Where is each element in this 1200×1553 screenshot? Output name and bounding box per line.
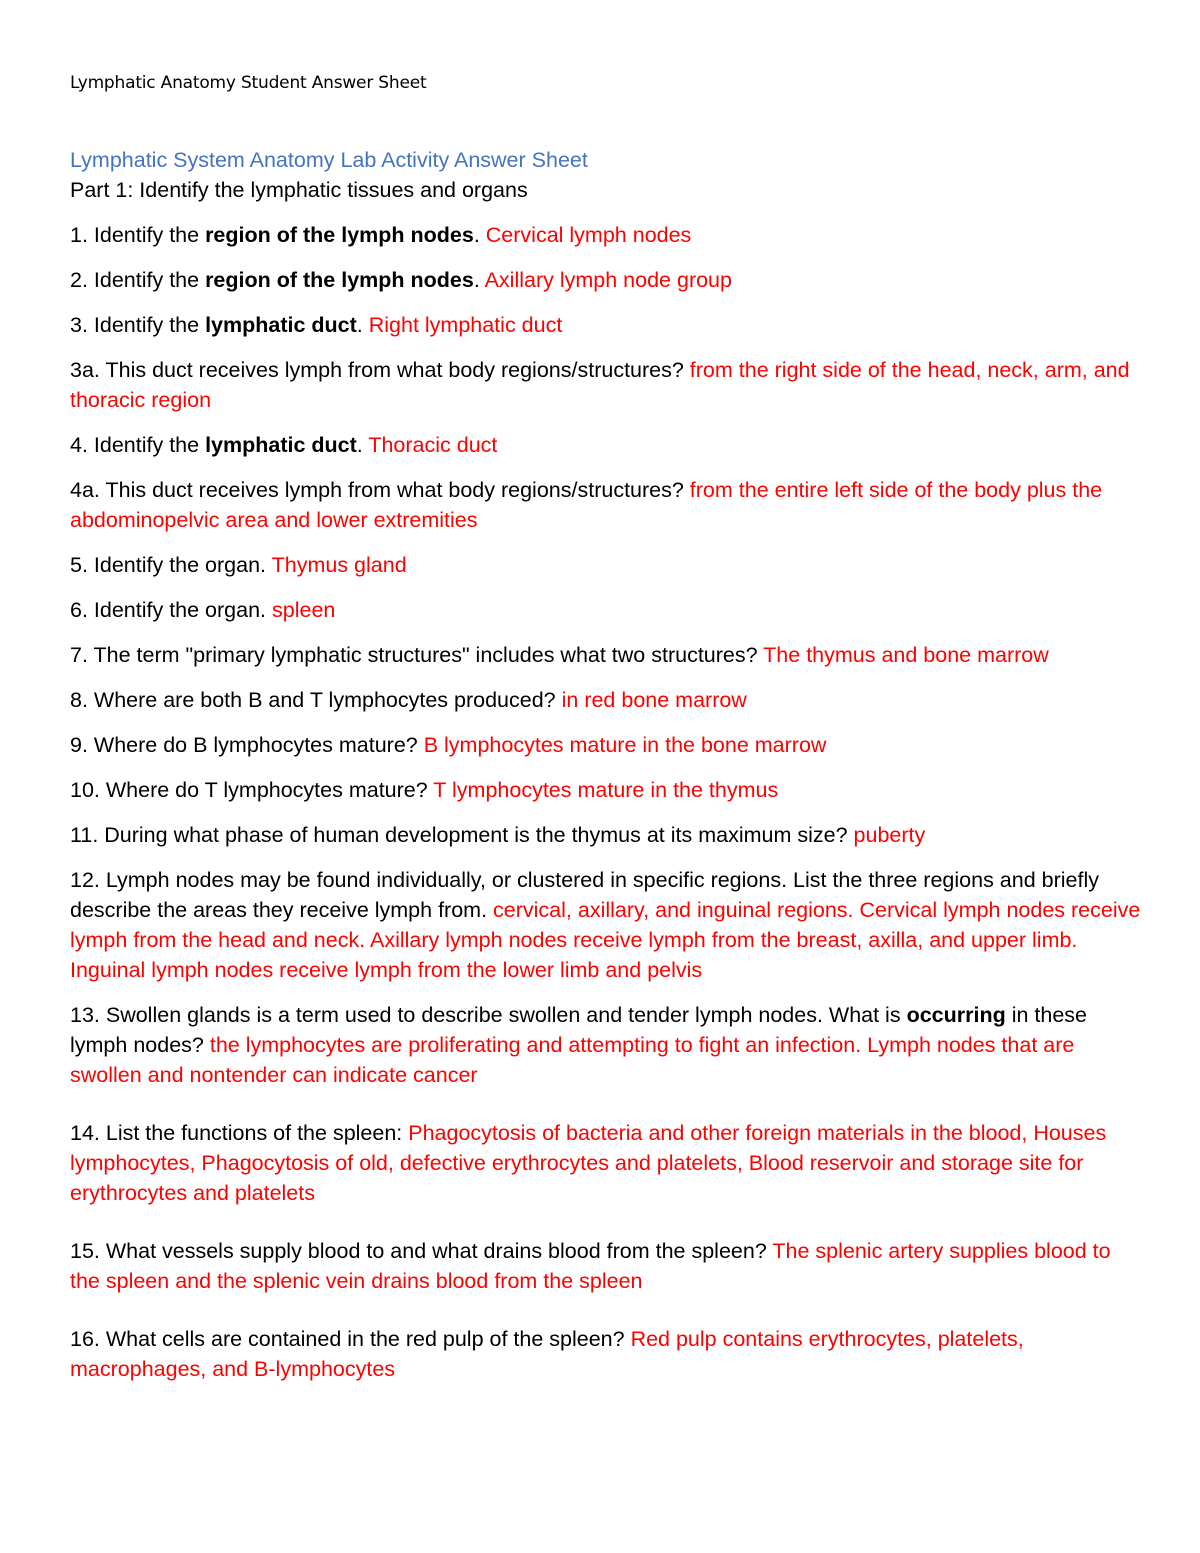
question-text: 10. Where do T lymphocytes mature? bbox=[70, 778, 434, 802]
question-text: 11. During what phase of human development is the thymus at its maximum size? bbox=[70, 823, 854, 847]
answer-text: Thoracic duct bbox=[368, 433, 498, 457]
question-16 bbox=[70, 1324, 1145, 1384]
answer-text: the lymphocytes are proliferating and attempting to fight an infection. Lymph nodes that are swollen and nontender can indicate cancer bbox=[70, 1033, 1075, 1087]
answer-text: Thymus gland bbox=[271, 553, 407, 577]
question-text: 3a. This duct receives lymph from what body regions/structures? bbox=[70, 358, 690, 382]
answer-text: The splenic artery supplies blood to the spleen and the splenic vein drains blood from the spleen bbox=[70, 1239, 1111, 1293]
question-11 bbox=[70, 820, 1145, 850]
question-emphasis: region of the lymph nodes bbox=[205, 268, 474, 292]
question-8 bbox=[70, 685, 1145, 715]
question-text: 13. Swollen glands is a term used to describe swollen and tender lymph nodes. What is bbox=[70, 1003, 907, 1027]
question-text: . bbox=[356, 313, 369, 337]
question-text: 5. Identify the organ. bbox=[70, 553, 272, 577]
answer-text: Right lymphatic duct bbox=[368, 313, 563, 337]
question-text: 3. Identify the bbox=[70, 313, 206, 337]
question-emphasis: occurring bbox=[906, 1003, 1006, 1027]
answer-text: puberty bbox=[853, 823, 926, 847]
answer-text: from the right side of the head, neck, arm, and thoracic region bbox=[70, 358, 1130, 412]
question-emphasis: lymphatic duct bbox=[205, 313, 357, 337]
question-text: 8. Where are both B and T lymphocytes produced? bbox=[70, 688, 562, 712]
question-3a bbox=[70, 355, 1145, 415]
question-text: 4. Identify the bbox=[70, 433, 206, 457]
question-emphasis: region of the lymph nodes bbox=[205, 223, 474, 247]
question-4 bbox=[70, 430, 1145, 460]
answer-text: from the entire left side of the body plus the abdominopelvic area and lower extremities bbox=[70, 478, 1103, 532]
question-text: . bbox=[356, 433, 369, 457]
question-text: in these lymph nodes? bbox=[70, 1003, 1087, 1057]
answer-text: B lymphocytes mature in the bone marrow bbox=[423, 733, 827, 757]
question-12 bbox=[70, 865, 1145, 985]
question-text: 6. Identify the organ. bbox=[70, 598, 272, 622]
answer-text: Phagocytosis of bacteria and other foreign materials in the blood, Houses lymphocytes, Phagocytosis of old, defective erythrocytes and platelets, Blood reservoir and storage site for erythrocytes and platelets bbox=[70, 1121, 1107, 1205]
question-emphasis: lymphatic duct bbox=[205, 433, 357, 457]
question-14 bbox=[70, 1118, 1145, 1208]
question-text: 12. Lymph nodes may be found individually, or clustered in specific regions. List the three regions and briefly describe the areas they receive lymph from. bbox=[70, 868, 1099, 922]
document-subtitle: Part 1: Identify the lymphatic tissues and organs bbox=[70, 178, 528, 202]
question-6 bbox=[70, 595, 1145, 625]
running-header: Lymphatic Anatomy Student Answer Sheet bbox=[70, 73, 427, 93]
answer-text: Cervical lymph nodes bbox=[485, 223, 692, 247]
document-title: Lymphatic System Anatomy Lab Activity Answer Sheet bbox=[70, 148, 588, 172]
question-9 bbox=[70, 730, 1145, 760]
question-text: 16. What cells are contained in the red pulp of the spleen? bbox=[70, 1327, 631, 1351]
question-3 bbox=[70, 310, 1145, 340]
question-1 bbox=[70, 220, 1145, 250]
question-text: 1. Identify the bbox=[70, 223, 206, 247]
question-10 bbox=[70, 775, 1145, 805]
answer-text: Axillary lymph node group bbox=[484, 268, 732, 292]
question-5 bbox=[70, 550, 1145, 580]
answer-text: T lymphocytes mature in the thymus bbox=[433, 778, 779, 802]
question-4a bbox=[70, 475, 1145, 535]
question-text: . bbox=[473, 223, 486, 247]
question-15 bbox=[70, 1236, 1145, 1296]
question-text: 2. Identify the bbox=[70, 268, 206, 292]
answer-text: Red pulp contains erythrocytes, platelets, macrophages, and B-lymphocytes bbox=[70, 1327, 1024, 1381]
question-text: 9. Where do B lymphocytes mature? bbox=[70, 733, 424, 757]
answer-text: spleen bbox=[272, 598, 336, 622]
answer-text: in red bone marrow bbox=[561, 688, 747, 712]
question-text: 4a. This duct receives lymph from what body regions/structures? bbox=[70, 478, 690, 502]
question-2 bbox=[70, 265, 1145, 295]
question-text: . bbox=[473, 268, 485, 292]
answer-text: The thymus and bone marrow bbox=[763, 643, 1049, 667]
answer-text: cervical, axillary, and inguinal regions. Cervical lymph nodes receive lymph from the head and neck. Axillary lymph nodes receive lymph from the breast, axilla, and upper limb. Inguinal lymph nodes receive lymph from the lower limb and pelvis bbox=[70, 898, 1141, 982]
question-13 bbox=[70, 1000, 1145, 1090]
question-7 bbox=[70, 640, 1145, 670]
question-text: 14. List the functions of the spleen: bbox=[70, 1121, 409, 1145]
document-body bbox=[70, 145, 1145, 1399]
question-text: 15. What vessels supply blood to and what drains blood from the spleen? bbox=[70, 1239, 773, 1263]
question-text: 7. The term "primary lymphatic structures" includes what two structures? bbox=[70, 643, 764, 667]
